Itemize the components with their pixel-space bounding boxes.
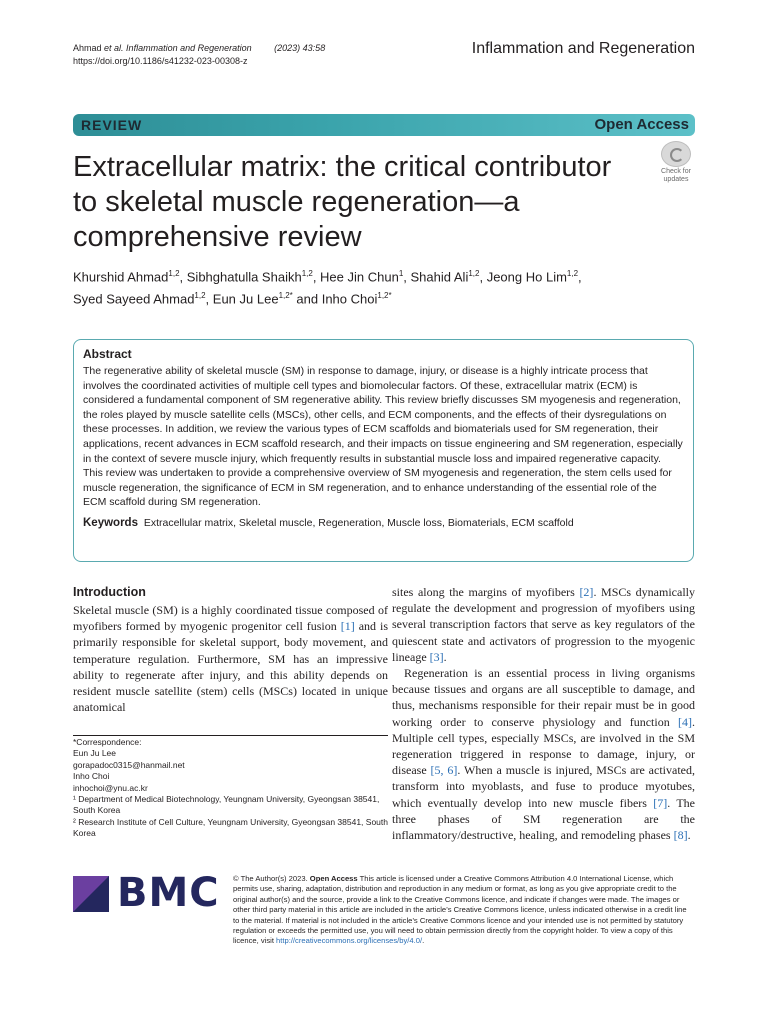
citation-link[interactable]: [8] [673, 828, 688, 843]
author-affiliation: 1,2 [566, 269, 579, 278]
citation-link[interactable]: [1] [340, 619, 355, 634]
bmc-logo-icon [73, 876, 109, 912]
footnote-email[interactable]: inhochoi@ynu.ac.kr [73, 782, 148, 793]
citation-link[interactable]: [4] [678, 714, 692, 729]
author-name[interactable]: Jeong Ho Lim [486, 269, 567, 285]
author-affiliation: 1 [398, 269, 404, 278]
section-heading-introduction: Introduction [73, 585, 146, 599]
body-column-right [392, 584, 695, 843]
abstract-text: The regenerative ability of skeletal muscle (SM) in response to damage, injury, or disease is a highly intricate process that involves the coordinated activities of multiple cell types and biomolecular factors. Of these, extracellular matrix (ECM) is considered a fundamental component of SM regenerative ability. This review briefly discusses SM myogenesis and regeneration, the roles played by muscle satellite cells (MSCs), other cells, and ECM components, and the effects of their dysregulations on these processes. In addition, we review the various types of ECM scaffolds and biomaterials used for SM regeneration, their applications, recent advances in ECM scaffold research, and their impacts on tissue engineering and SM regeneration, especially in the context of severe muscle injury, which frequently results in substantial muscle loss and impaired regenerative capacity. This review was undertaken to provide a comprehensive overview of SM myogenesis and regeneration, the stem cells used for muscle regeneration, the significance of ECM in SM regeneration, and to enhance understanding of the essential role of the ECM scaffold during SM regeneration. [83, 365, 683, 509]
check-updates-line1: Check for [661, 168, 691, 175]
author-affiliation: 1,2* [377, 291, 392, 301]
keywords-list: Extracellular matrix, Skeletal muscle, Regeneration, Muscle loss, Biomaterials, ECM scaffold [143, 516, 574, 529]
text-run: sites along the margins of myofibers [392, 585, 580, 599]
header-doi-link[interactable]: https://doi.org/10.1186/s41232-023-00308-z [73, 56, 248, 66]
author-name[interactable]: Syed Sayeed Ahmad [73, 291, 195, 307]
bmc-logo [73, 870, 220, 916]
article-type-banner [73, 114, 695, 136]
author-name[interactable]: Sibhghatulla Shaikh [186, 269, 302, 285]
check-updates-text [656, 168, 696, 184]
abstract-heading: Abstract [83, 347, 132, 361]
text-run: . [687, 828, 691, 843]
author-name[interactable]: Hee Jin Chun [320, 269, 399, 285]
footnote-email[interactable]: gorapadoc0315@hanmail.net [73, 759, 185, 770]
author-separator: , [578, 269, 582, 285]
text-run: . MSCs dynamically regulate the development and progression of myofibers using several transcription factors that serve as key regulators of the quiescent state and activators of progression to the myogenic lineage [392, 585, 695, 664]
article-type-label: REVIEW [81, 117, 143, 133]
text-run: . When a muscle is injured, MSCs are activated, transform into myoblasts, and fuse to produce myotubes, which eventually develop into new muscle fibers [392, 763, 695, 810]
license-end: . [422, 936, 425, 946]
check-updates-line2: updates [663, 176, 689, 183]
author-separator: , [479, 269, 487, 285]
citation-link[interactable]: [3] [429, 649, 444, 664]
check-for-updates-badge[interactable] [656, 141, 696, 181]
open-access-label: Open Access [594, 116, 689, 133]
author-separator: , [403, 269, 411, 285]
running-header [73, 42, 325, 68]
footnote-affiliation: ² Research Institute of Cell Culture, Yeungnam University, Gyeongsan 38541, South Korea [73, 816, 388, 839]
check-updates-icon [661, 141, 691, 167]
footnote-line: Eun Ju Lee [73, 748, 117, 759]
author-affiliation: 1,2 [168, 269, 180, 278]
author-affiliation: 1,2 [468, 269, 480, 278]
correspondence-footnotes [73, 737, 388, 840]
abstract-box [73, 339, 694, 562]
author-affiliation: 1,2 [194, 291, 206, 301]
body-paragraph [392, 665, 695, 843]
author-separator: and [292, 291, 322, 307]
author-separator: , [179, 269, 187, 285]
license-statement [233, 874, 695, 947]
text-run: and is primarily responsible for skeletal support, body movement, and temperature regulation. Furthermore, SM has an impressive ability to regenerate after injury, and this ability depends on resident muscle satellite (stem) cells (MSCs) located in unique anatomical [73, 619, 388, 715]
author-name[interactable]: Inho Choi [321, 291, 378, 307]
author-name[interactable]: Shahid Ali [410, 269, 469, 285]
text-run: Skeletal muscle (SM) is a highly coordinated tissue composed of myofibers formed by myogenic progenitor cell fusion [73, 603, 388, 634]
author-name[interactable]: Khurshid Ahmad [73, 269, 169, 285]
author-affiliation: 1,2* [278, 291, 293, 301]
text-run: . Multiple cell types, especially MSCs, are involved in the SM regeneration triggered in response to damage, injury, or disease [392, 714, 695, 778]
citation-link[interactable]: [2] [579, 585, 594, 599]
intro-paragraph [73, 602, 388, 715]
header-year-volume: (2023) 43:58 [274, 43, 326, 53]
citation-link[interactable]: [7] [653, 795, 668, 810]
footnote-line: Inho Choi [73, 771, 110, 782]
text-run: . The three phases of SM regeneration are the inflammatory/destructive, healing, and remodeling phases [392, 795, 695, 843]
bmc-logo-text: BMC [117, 870, 220, 916]
license-url-link[interactable]: http://creativecommons.org/licenses/by/4.0/ [276, 936, 423, 946]
license-open-access: Open Access [309, 874, 358, 883]
author-separator: , [312, 269, 321, 285]
body-column-left [73, 584, 388, 715]
article-title: Extracellular matrix: the critical contributor to skeletal muscle regeneration—a comprehensive review [73, 151, 612, 253]
citation-link[interactable]: [5, 6] [430, 763, 458, 778]
header-journal-short: et al. Inflammation and Regeneration [104, 43, 252, 53]
journal-name: Inflammation and Regeneration [471, 40, 695, 57]
keywords-line [83, 516, 683, 530]
author-list [73, 264, 693, 309]
license-lead: © The Author(s) 2023. [233, 874, 310, 883]
header-authors: Ahmad [73, 43, 102, 53]
footnote-divider [73, 735, 388, 736]
body-paragraph [392, 584, 695, 665]
author-name[interactable]: Eun Ju Lee [212, 291, 279, 307]
footnote-line: *Correspondence: [73, 737, 142, 747]
author-affiliation: 1,2 [301, 269, 313, 278]
author-separator: , [205, 291, 213, 307]
license-body: This article is licensed under a Creative Commons Attribution 4.0 International License, which permits use, sharing, adaptation, distribution and reproduction in any medium or format, as long as you give appropriate credit to the original author(s) and the source, provide a link to the Creative Commons licence, and indicate if changes were made. The images or other third party material in this article are included in the article’s Creative Commons licence, unless indicated otherwise in a credit line to the material. If material is not included in the article’s Creative Commons licence and your intended use is not permitted by statutory regulation or exceeds the permitted use, you will need to obtain permission directly from the copyright holder. To view a copy of this licence, visit [233, 874, 687, 946]
footnote-affiliation: ¹ Department of Medical Biotechnology, Yeungnam University, Gyeongsan 38541, South Korea [73, 794, 380, 816]
keywords-label: Keywords [83, 516, 138, 529]
text-run: . [443, 649, 447, 664]
text-run: Regeneration is an essential process in living organisms because tissues and organs are all susceptible to damage, and thus, mechanisms responsible for their repair must be in good working order to conserve physiology and function [392, 666, 695, 729]
